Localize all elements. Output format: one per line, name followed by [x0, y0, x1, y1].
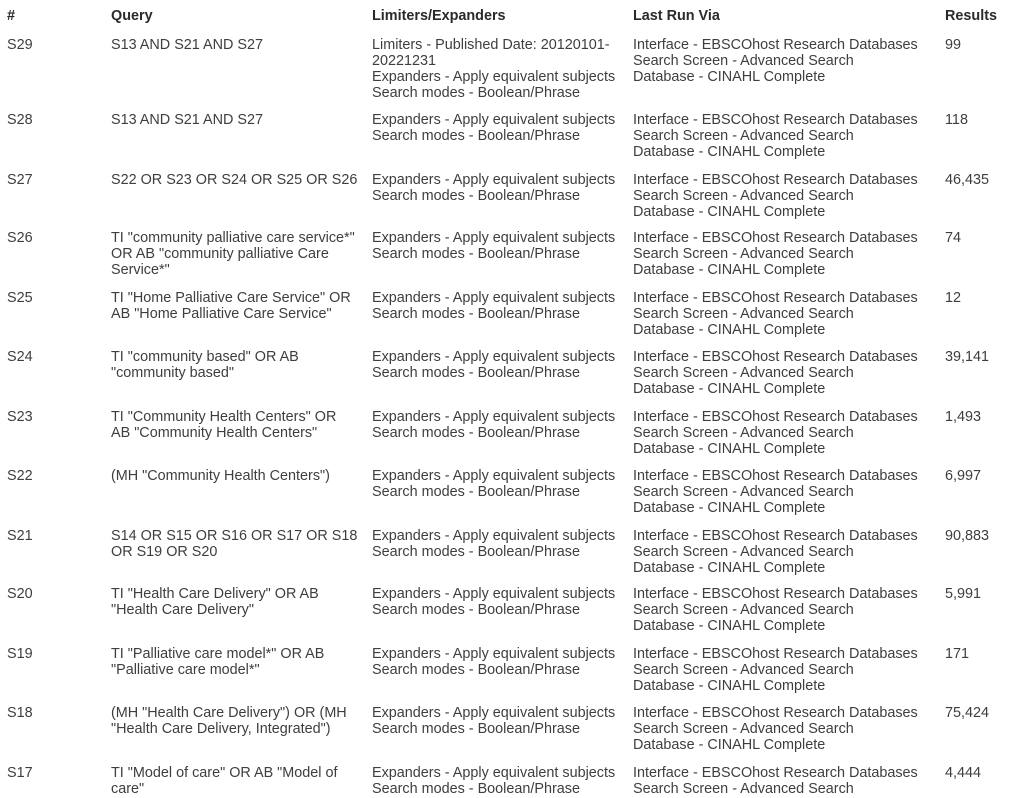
- last-run-cell: [633, 290, 933, 338]
- last-run-line: Database - CINAHL Complete: [633, 69, 826, 85]
- last-run-line: Database - CINAHL Complete: [633, 322, 826, 338]
- query-cell: [111, 172, 366, 188]
- last-run-cell: [633, 705, 933, 753]
- last-run-line: Search Screen - Advanced Search: [633, 544, 854, 560]
- limiter-line: Search modes - Boolean/Phrase: [372, 781, 580, 797]
- limiter-line: Search modes - Boolean/Phrase: [372, 188, 580, 204]
- last-run-line: Interface - EBSCOhost Research Databases: [633, 646, 918, 662]
- query-line: care": [111, 781, 145, 797]
- limiter-line: Search modes - Boolean/Phrase: [372, 246, 580, 262]
- header-limiters-expanders: Limiters/Expanders: [372, 8, 506, 24]
- limiters-cell: [372, 290, 628, 322]
- last-run-line: Search Screen - Advanced Search: [633, 365, 854, 381]
- limiter-line: Search modes - Boolean/Phrase: [372, 128, 580, 144]
- limiter-line: Search modes - Boolean/Phrase: [372, 662, 580, 678]
- search-id: S29: [7, 37, 33, 53]
- last-run-line: Interface - EBSCOhost Research Databases: [633, 468, 918, 484]
- last-run-line: Search Screen - Advanced Search: [633, 246, 854, 262]
- query-line: Service*": [111, 262, 170, 278]
- query-line: S22 OR S23 OR S24 OR S25 OR S26: [111, 172, 358, 188]
- query-line: S13 AND S21 AND S27: [111, 112, 263, 128]
- query-line: TI "Palliative care model*" OR AB: [111, 646, 325, 662]
- limiter-line: Search modes - Boolean/Phrase: [372, 602, 580, 618]
- last-run-line: Search Screen - Advanced Search: [633, 484, 854, 500]
- results-count: 74: [945, 230, 962, 246]
- query-line: OR AB "community palliative Care: [111, 246, 329, 262]
- limiters-cell: [372, 705, 628, 737]
- limiters-cell: [372, 37, 628, 101]
- last-run-line: Search Screen - Advanced Search: [633, 53, 854, 69]
- results-count: 118: [945, 112, 968, 128]
- limiter-line: 20221231: [372, 53, 437, 69]
- limiters-cell: [372, 172, 628, 204]
- query-line: S14 OR S15 OR S16 OR S17 OR S18: [111, 528, 358, 544]
- limiter-line: Expanders - Apply equivalent subjects: [372, 705, 616, 721]
- last-run-line: Database - CINAHL Complete: [633, 500, 826, 516]
- query-cell: [111, 528, 366, 560]
- last-run-line: Interface - EBSCOhost Research Databases: [633, 290, 918, 306]
- last-run-line: Search Screen - Advanced Search: [633, 306, 854, 322]
- last-run-line: Search Screen - Advanced Search: [633, 188, 854, 204]
- query-cell: [111, 37, 366, 53]
- search-id: S23: [7, 409, 33, 425]
- query-line: "Health Care Delivery, Integrated"): [111, 721, 331, 737]
- limiter-line: Expanders - Apply equivalent subjects: [372, 172, 616, 188]
- limiters-cell: [372, 112, 628, 144]
- results-count: 12: [945, 290, 962, 306]
- limiter-line: Expanders - Apply equivalent subjects: [372, 349, 616, 365]
- last-run-line: Search Screen - Advanced Search: [633, 781, 854, 797]
- limiter-line: Expanders - Apply equivalent subjects: [372, 409, 616, 425]
- results-count: 46,435: [945, 172, 990, 188]
- last-run-line: Database - CINAHL Complete: [633, 262, 826, 278]
- limiter-line: Expanders - Apply equivalent subjects: [372, 765, 616, 781]
- last-run-cell: [633, 646, 933, 694]
- last-run-line: Interface - EBSCOhost Research Databases: [633, 172, 918, 188]
- last-run-line: Interface - EBSCOhost Research Databases: [633, 349, 918, 365]
- last-run-line: Database - CINAHL Complete: [633, 381, 826, 397]
- query-cell: [111, 409, 366, 441]
- limiter-line: Limiters - Published Date: 20120101-: [372, 37, 610, 53]
- last-run-cell: [633, 468, 933, 516]
- limiter-line: Expanders - Apply equivalent subjects: [372, 290, 616, 306]
- query-line: OR S19 OR S20: [111, 544, 218, 560]
- last-run-cell: [633, 528, 933, 576]
- query-line: TI "Community Health Centers" OR: [111, 409, 337, 425]
- limiter-line: Expanders - Apply equivalent subjects: [372, 586, 616, 602]
- query-line: TI "Home Palliative Care Service" OR: [111, 290, 351, 306]
- limiter-line: Search modes - Boolean/Phrase: [372, 306, 580, 322]
- table-header: [0, 0, 1035, 30]
- limiter-line: Search modes - Boolean/Phrase: [372, 484, 580, 500]
- query-cell: [111, 646, 366, 678]
- last-run-cell: [633, 349, 933, 397]
- query-line: AB "Community Health Centers": [111, 425, 318, 441]
- results-count: 171: [945, 646, 970, 662]
- limiters-cell: [372, 528, 628, 560]
- limiter-line: Expanders - Apply equivalent subjects: [372, 528, 616, 544]
- search-id: S26: [7, 230, 33, 246]
- limiters-cell: [372, 586, 628, 618]
- limiter-line: Expanders - Apply equivalent subjects: [372, 230, 616, 246]
- last-run-line: Interface - EBSCOhost Research Databases: [633, 37, 918, 53]
- last-run-cell: [633, 765, 933, 797]
- last-run-cell: [633, 112, 933, 160]
- query-line: TI "Health Care Delivery" OR AB: [111, 586, 319, 602]
- search-id: S17: [7, 765, 33, 781]
- search-id: S25: [7, 290, 33, 306]
- limiters-cell: [372, 765, 628, 797]
- last-run-line: Database - CINAHL Complete: [633, 441, 826, 457]
- last-run-line: Database - CINAHL Complete: [633, 737, 826, 753]
- query-cell: [111, 765, 366, 797]
- last-run-line: Search Screen - Advanced Search: [633, 128, 854, 144]
- query-line: (MH "Health Care Delivery") OR (MH: [111, 705, 347, 721]
- search-id: S24: [7, 349, 33, 365]
- last-run-line: Search Screen - Advanced Search: [633, 425, 854, 441]
- limiters-cell: [372, 409, 628, 441]
- search-id: S28: [7, 112, 33, 128]
- last-run-line: Database - CINAHL Complete: [633, 678, 826, 694]
- limiter-line: Search modes - Boolean/Phrase: [372, 365, 580, 381]
- last-run-line: Interface - EBSCOhost Research Databases: [633, 586, 918, 602]
- last-run-cell: [633, 37, 933, 85]
- query-line: "community based": [111, 365, 234, 381]
- limiters-cell: [372, 468, 628, 500]
- query-cell: [111, 468, 366, 484]
- query-cell: [111, 349, 366, 381]
- search-id: S19: [7, 646, 33, 662]
- header-results: Results: [945, 8, 997, 24]
- last-run-cell: [633, 586, 933, 634]
- last-run-line: Database - CINAHL Complete: [633, 560, 826, 576]
- header-query: Query: [111, 8, 153, 24]
- query-cell: [111, 586, 366, 618]
- limiter-line: Search modes - Boolean/Phrase: [372, 721, 580, 737]
- last-run-line: Interface - EBSCOhost Research Databases: [633, 765, 918, 781]
- query-cell: [111, 230, 366, 278]
- header-last-run-via: Last Run Via: [633, 8, 720, 24]
- query-line: AB "Home Palliative Care Service": [111, 306, 332, 322]
- search-id: S18: [7, 705, 33, 721]
- limiter-line: Search modes - Boolean/Phrase: [372, 544, 580, 560]
- search-id: S21: [7, 528, 33, 544]
- last-run-line: Interface - EBSCOhost Research Databases: [633, 528, 918, 544]
- results-count: 90,883: [945, 528, 990, 544]
- query-line: TI "Model of care" OR AB "Model of: [111, 765, 338, 781]
- search-id: S27: [7, 172, 33, 188]
- last-run-cell: [633, 172, 933, 220]
- limiters-cell: [372, 230, 628, 262]
- limiter-line: Expanders - Apply equivalent subjects: [372, 69, 616, 85]
- last-run-line: Database - CINAHL Complete: [633, 618, 826, 634]
- limiter-line: Expanders - Apply equivalent subjects: [372, 112, 616, 128]
- last-run-line: Interface - EBSCOhost Research Databases: [633, 705, 918, 721]
- limiters-cell: [372, 349, 628, 381]
- last-run-cell: [633, 230, 933, 278]
- results-count: 99: [945, 37, 962, 53]
- query-line: TI "community based" OR AB: [111, 349, 299, 365]
- limiter-line: Expanders - Apply equivalent subjects: [372, 646, 616, 662]
- query-cell: [111, 290, 366, 322]
- limiter-line: Search modes - Boolean/Phrase: [372, 85, 580, 101]
- last-run-line: Interface - EBSCOhost Research Databases: [633, 409, 918, 425]
- limiters-cell: [372, 646, 628, 678]
- last-run-line: Search Screen - Advanced Search: [633, 662, 854, 678]
- query-line: "Palliative care model*": [111, 662, 260, 678]
- results-count: 5,991: [945, 586, 982, 602]
- query-cell: [111, 112, 366, 128]
- query-line: (MH "Community Health Centers"): [111, 468, 330, 484]
- search-id: S22: [7, 468, 33, 484]
- results-count: 4,444: [945, 765, 982, 781]
- last-run-line: Interface - EBSCOhost Research Databases: [633, 230, 918, 246]
- header-number: #: [7, 8, 16, 24]
- last-run-line: Search Screen - Advanced Search: [633, 721, 854, 737]
- limiter-line: Search modes - Boolean/Phrase: [372, 425, 580, 441]
- last-run-cell: [633, 409, 933, 457]
- query-line: TI "community palliative care service*": [111, 230, 355, 246]
- last-run-line: Database - CINAHL Complete: [633, 144, 826, 160]
- last-run-line: Interface - EBSCOhost Research Databases: [633, 112, 918, 128]
- last-run-line: Database - CINAHL Complete: [633, 204, 826, 220]
- results-count: 6,997: [945, 468, 982, 484]
- results-count: 39,141: [945, 349, 990, 365]
- search-id: S20: [7, 586, 33, 602]
- results-count: 1,493: [945, 409, 982, 425]
- query-line: S13 AND S21 AND S27: [111, 37, 263, 53]
- limiter-line: Expanders - Apply equivalent subjects: [372, 468, 616, 484]
- results-count: 75,424: [945, 705, 990, 721]
- last-run-line: Search Screen - Advanced Search: [633, 602, 854, 618]
- query-line: "Health Care Delivery": [111, 602, 254, 618]
- query-cell: [111, 705, 366, 737]
